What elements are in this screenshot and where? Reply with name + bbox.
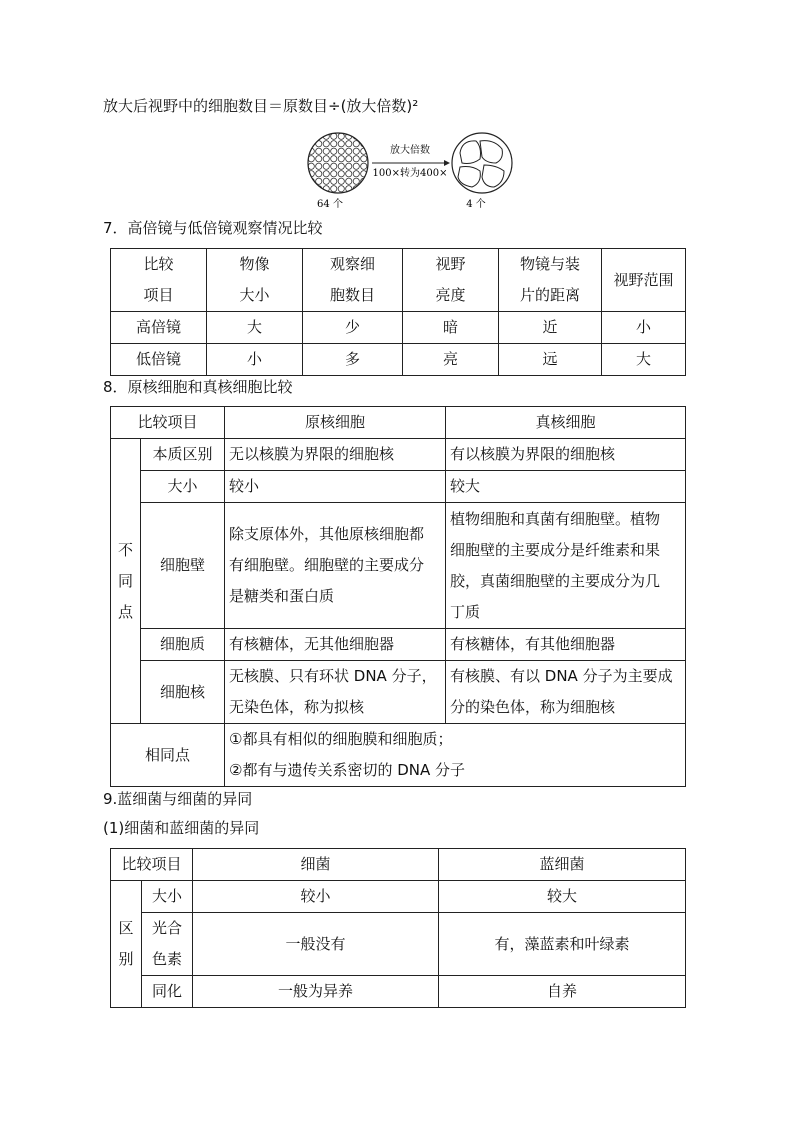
table-row	[111, 913, 686, 976]
table-row	[111, 661, 686, 724]
row-label: 大小	[141, 471, 225, 503]
table-cell: 小	[602, 312, 686, 344]
arrow-head	[444, 160, 450, 166]
table-cell: 较大	[439, 881, 686, 913]
table-header-row	[111, 849, 686, 881]
header-cell: 比较项目	[111, 407, 225, 439]
same-points: ①都具有相似的细胞膜和细胞质； ②都有与遗传关系密切的 DNA 分子	[225, 724, 686, 787]
row-label: 细胞质	[141, 629, 225, 661]
header-cell: 视野 亮度	[403, 249, 499, 312]
table-cell: 大	[207, 312, 303, 344]
header-cell: 观察细 胞数目	[303, 249, 403, 312]
table-cell: 较小	[193, 881, 439, 913]
section9-subheading: (1)细菌和蓝细菌的异同	[103, 819, 260, 837]
table-row	[111, 724, 686, 787]
table-cell: 无以核膜为界限的细胞核	[225, 439, 446, 471]
table-row	[111, 312, 686, 344]
header-cell: 蓝细菌	[439, 849, 686, 881]
table-row	[111, 881, 686, 913]
table-cell: 有核糖体，有其他细胞器	[446, 629, 686, 661]
row-label: 光合 色素	[142, 913, 193, 976]
magnification-diagram	[300, 125, 530, 209]
table-cell: 远	[499, 344, 602, 376]
header-cell: 视野范围	[602, 249, 686, 312]
table-cell: 小	[207, 344, 303, 376]
table-header-row	[111, 249, 686, 312]
table-cell: 除支原体外，其他原核细胞都 有细胞壁。细胞壁的主要成分 是糖类和蛋白质	[225, 503, 446, 629]
intro-formula: 放大后视野中的细胞数目＝原数目÷(放大倍数)²	[103, 97, 419, 115]
table-cell: 高倍镜	[111, 312, 207, 344]
table-cell: 较大	[446, 471, 686, 503]
table-row	[111, 629, 686, 661]
table-row	[111, 439, 686, 471]
diff-label: 区 别	[111, 881, 142, 1008]
table-cell: 有以核膜为界限的细胞核	[446, 439, 686, 471]
table-cell: 植物细胞和真菌有细胞壁。植物 细胞壁的主要成分是纤维素和果 胶，真菌细胞壁的主要成分为几 丁质	[446, 503, 686, 629]
table-cell: 有核糖体，无其他细胞器	[225, 629, 446, 661]
arrow-bottom-label: 100×转为400×	[372, 168, 448, 179]
table-cell: 较小	[225, 471, 446, 503]
table-row	[111, 976, 686, 1008]
left-count: 64 个	[317, 199, 343, 209]
table-cell: 一般没有	[193, 913, 439, 976]
section7-heading: 7．高倍镜与低倍镜观察情况比较	[103, 219, 323, 237]
microscope-compare-table	[110, 248, 686, 376]
high-mag-cells	[458, 141, 504, 187]
section8-heading: 8．原核细胞和真核细胞比较	[103, 378, 293, 396]
row-label: 大小	[142, 881, 193, 913]
table-row	[111, 471, 686, 503]
table-cell: 有核膜、有以 DNA 分子为主要成 分的染色体，称为细胞核	[446, 661, 686, 724]
table-row	[111, 344, 686, 376]
table-cell: 近	[499, 312, 602, 344]
high-mag-field	[452, 133, 512, 193]
section9-heading: 9.蓝细菌与细菌的异同	[103, 790, 253, 808]
table-cell: 少	[303, 312, 403, 344]
row-label: 细胞核	[141, 661, 225, 724]
header-cell: 物镜与装 片的距离	[499, 249, 602, 312]
magnification-figure	[300, 125, 530, 209]
diff-label: 不 同 点	[111, 439, 141, 724]
row-label: 本质区别	[141, 439, 225, 471]
header-cell: 真核细胞	[446, 407, 686, 439]
header-cell: 物像 大小	[207, 249, 303, 312]
table-row	[111, 503, 686, 629]
table-cell: 多	[303, 344, 403, 376]
table-cell: 亮	[403, 344, 499, 376]
table-cell: 有，藻蓝素和叶绿素	[439, 913, 686, 976]
table-cell: 无核膜、只有环状 DNA 分子， 无染色体，称为拟核	[225, 661, 446, 724]
header-cell: 比较项目	[111, 849, 193, 881]
header-cell: 原核细胞	[225, 407, 446, 439]
table-cell: 大	[602, 344, 686, 376]
right-count: 4 个	[466, 199, 486, 209]
bacteria-compare-table	[110, 848, 686, 1008]
row-label: 同化	[142, 976, 193, 1008]
table-cell: 一般为异养	[193, 976, 439, 1008]
table-cell: 暗	[403, 312, 499, 344]
header-cell: 比较 项目	[111, 249, 207, 312]
cell-type-compare-table	[110, 406, 686, 787]
header-cell: 细菌	[193, 849, 439, 881]
arrow-top-label: 放大倍数	[390, 145, 430, 156]
table-header-row	[111, 407, 686, 439]
row-label: 细胞壁	[141, 503, 225, 629]
table-cell: 低倍镜	[111, 344, 207, 376]
same-label: 相同点	[111, 724, 225, 787]
table-cell: 自养	[439, 976, 686, 1008]
